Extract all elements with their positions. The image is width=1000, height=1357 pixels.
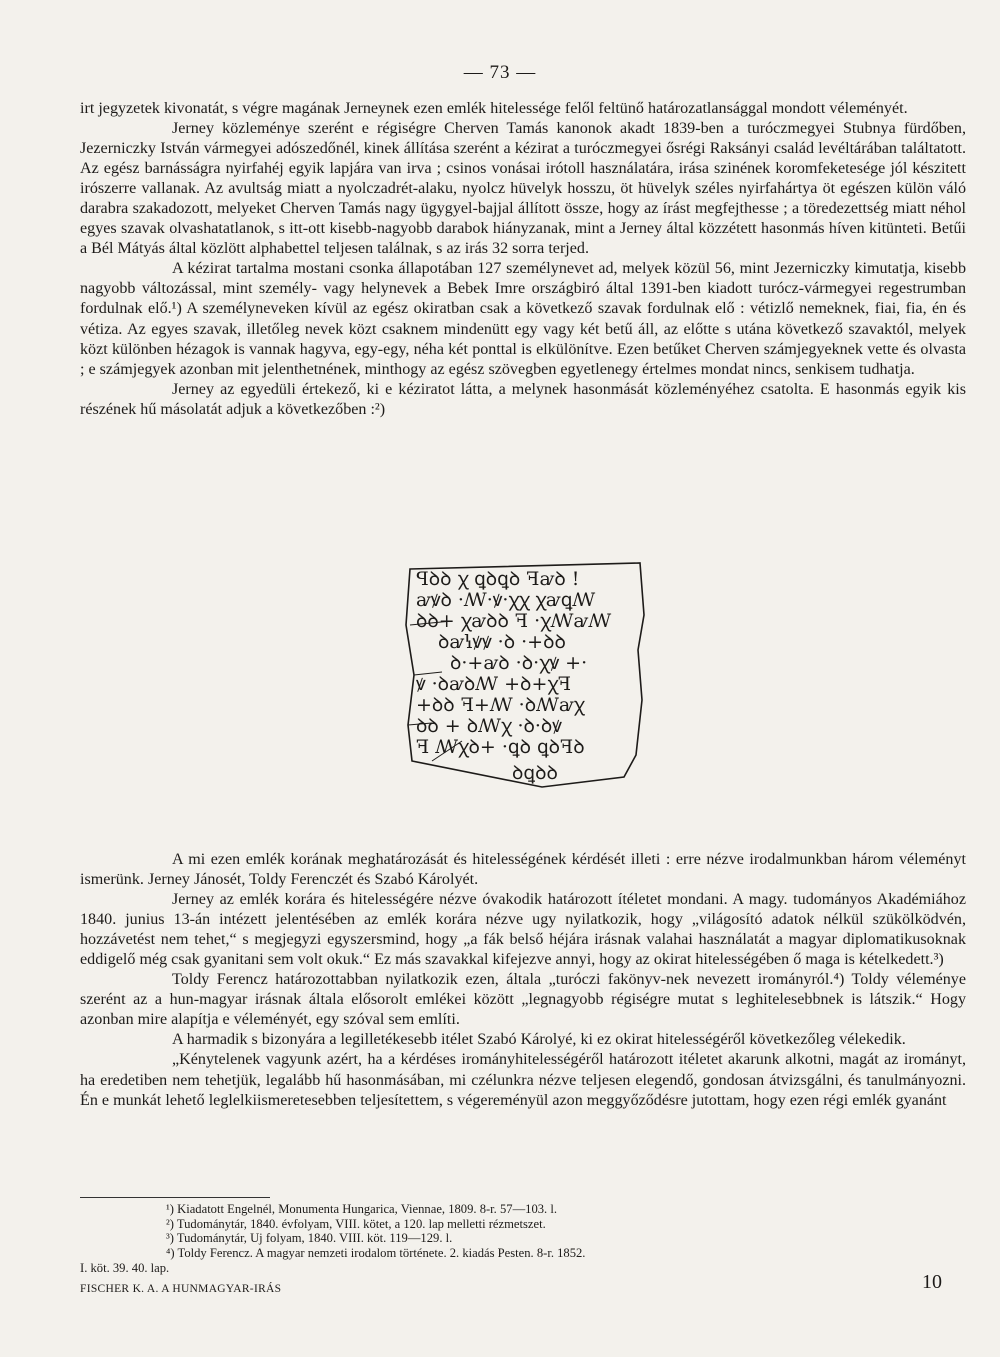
- footnote-divider: [80, 1197, 270, 1198]
- paragraph-2: Jerney közleménye szerént e régiségre Cherven Tamás kanonok akadt 1839-ben a turóczmegyei Stubnya fürdőben, Jezerniczky István vármegyei adószedőnél, kinek állítása szerént a kézirat a turóczmegyei ősrégi Raksányi család levéltárában találtatott. Az egész barnásságra nyirfahéj egyik lapjára van irva ; csinos vonásai irótoll használatára, irása szinének koromfeketesége jól készitett irószerre vallanak. Az avultság miatt a nyolczadrét-alaku, nyolcz hüvelyk hosszu, öt hüvelyk széles nyirfahártya öt egészen külön váló darabra szakadozott, melyeket Cherven Tamás nagy ügygyel-bajjal állított össze, hogy az írást megfejthesse ; a töredezettség miatt néhol egyes szavak olvashatatlanok, s itt-ott kisebb-nagyobb darabok hiányzanak, mint a Jerney által közzétett hasonmás híven kitünteti. Betűi a Bél Mátyás által közlött alphabettel teljesen találnak, s az irás 32 sorra terjed.: [80, 120, 966, 258]
- facsimile-line: +ꝺꝺ ꟻ+ꟿ ·ꝺꟿꜹꭓ: [416, 694, 585, 716]
- facsimile-line: ꝺꝗꝺꝺ: [512, 762, 558, 784]
- paragraph-4: Jerney az egyedüli értekező, ki e kéziratot látta, a melynek hasonmását közleményéhez csatolta. E hasonmás egyik kis részének hű másolatát adjuk a következőben :²): [80, 380, 966, 418]
- facsimile-line: ꟻ ꟿꭓꝺ+ ·ꝗꝺ ꝗꝺꟻꝺ: [416, 736, 585, 758]
- facsimile-line: ꝺꜹꝇꝟꝟ ·ꝺ ·+ꝺꝺ: [438, 631, 566, 653]
- facsimile-line: ꜹꝟꝺ ·ꟿ·ꝟ·ꭓꭓ ꭓꜹꝗꟿ: [416, 589, 596, 611]
- footnote-4-continued: I. köt. 39. 40. lap.: [80, 1260, 170, 1275]
- footnote-4: ⁴) Toldy Ferencz. A magyar nemzeti irodalom története. 2. kiadás Pesten. 8-r. 1852.: [166, 1246, 586, 1261]
- printer-signature: FISCHER K. A. A HUNMAGYAR-IRÁS: [80, 1283, 282, 1295]
- paragraph-1: irt jegyzetek kivonatát, s végre magának Jerneynek ezen emlék hitelessége felől feltünő határozatlansággal mondott véleményét.: [80, 100, 908, 117]
- manuscript-facsimile: [392, 555, 652, 795]
- paragraph-3: A kézirat tartalma mostani csonka állapotában 127 személynevet ad, melyek közül 56, mint Jezerniczky kimutatja, kisebb nagyobb változással, mint személy- vagy helynevek a Bebek Imre országbiró által 1391-ben kiadott turócz-vármegyei regestrumban fordulnak elő.¹) A személyneveken kívül az egész okiratban csak a következő szavak fordulnak elő : vétizlő nemeknek, fiai, fia, én és vétiza. Az egyes szavak, illetőleg nevek közt csaknem mindenütt egy vagy két betű áll, az előtte s utána következő szavaktól, melyek közt különben hézagok is vannak hagyva, egy-egy, néha két ponttal is elkülönítve. Ezen betűket Cherven számjegyeknek vette és olvasta ; e számjegyek azonban mit jelenthetnének, minthogy az egész szövegben egyetlenegy értelmes mondat nincs, senkisem tudhatja.: [80, 260, 966, 378]
- footnotes: [80, 1202, 966, 1276]
- footnote-1: ¹) Kiadatott Engelnél, Monumenta Hungarica, Viennae, 1809. 8-r. 57—103. l.: [166, 1202, 558, 1216]
- body-text-top: [80, 99, 966, 420]
- paragraph-7: Toldy Ferencz határozottabban nyilatkozik ezen, általa „turóczi fakönyv-nek nevezett irományról.⁴) Toldy véleménye szerént az a hun-magyar irásnak általa elősorolt emlékei között „legnagyobb régiségre mutat s leghitelesebbnek is látszik.“ Hogy azonban mire alapítja e véleményét, egy szóval sem említi.: [80, 971, 966, 1029]
- footnote-2: ²) Tudománytár, 1840. évfolyam, VIII. kötet, a 120. lap melletti rézmetszet.: [166, 1216, 546, 1231]
- sheet-number: 10: [922, 1271, 942, 1293]
- paragraph-5: A mi ezen emlék korának meghatározását és hitelességének kérdését illeti : erre nézve irodalmunkban három véleményt ismerünk. Jerney Jánosét, Toldy Ferenczét és Szabó Károlyét.: [80, 851, 966, 889]
- footnote-3: ³) Tudománytár, Uj folyam, 1840. VIII. köt. 119—129. l.: [166, 1231, 453, 1246]
- facsimile-line: ꟼꝺꝺ ꭓ ꝗꝺꝗꝺ ꟻꜹꝺ !: [416, 568, 580, 590]
- paragraph-8: A harmadik s bizonyára a legilletékesebb itélet Szabó Károlyé, ki ez okirat hitelességéről következőleg vélekedik.: [172, 1031, 906, 1049]
- facsimile-line: ꝺꝺ + ꝺꟿꭓ ·ꝺ·ꝺꝟ: [416, 715, 562, 737]
- body-text-bottom: [80, 850, 966, 1111]
- facsimile-line: ꝺ·+ꜹꝺ ·ꝺ·ꭓꝟ +·: [450, 652, 588, 674]
- paragraph-6: Jerney az emlék korára és hitelességére nézve óvakodik határozott ítéletet mondani. A magy. tudományos Akadémiához 1840. junius 13-án intézett jelentésében az emlék korára nézve ugy nyilatkozik, hogy „világosító adatok nélkül szükölködvén, hozzávetést nem tehet,“ s megjegyzi egyszersmind, hogy „a fák belső héjára irásnak valahai használatát a magyar diplomatikusoknak eddigelő még csak gyanitani sem volt okuk.“ Ez más szavakkal kifejezve annyi, hogy az okirat hitelességében ő maga is kételkedett.³): [80, 891, 966, 969]
- facsimile-drawing: [392, 555, 652, 795]
- page-number: — 73 —: [463, 62, 537, 83]
- facsimile-line: ꝺꝺ+ ꭓꜹꝺꝺ ꟻ ·ꭓꟿꜹꟿ: [416, 610, 612, 632]
- facsimile-line: ꝟ ·ꝺꜹꝺꟿ +ꝺ+ꭓꟻ: [416, 673, 572, 695]
- paragraph-9: „Kénytelenek vagyunk azért, ha a kérdéses irományhitelességéről határozott itéletet akarunk alkotni, magát az irományt, ha eredetiben nem tehetjük, legalább hű hasonmásában, mi czélunkra nézve teljesen elegendő, gondosan átvizsgálni, és tanulmányozni. Én e munkát lehető leglelkiismeretesebben teljesítettem, s végereményül azon meggyőződésre jutottam, hogy ezen régi emlék gyanánt: [80, 1051, 966, 1109]
